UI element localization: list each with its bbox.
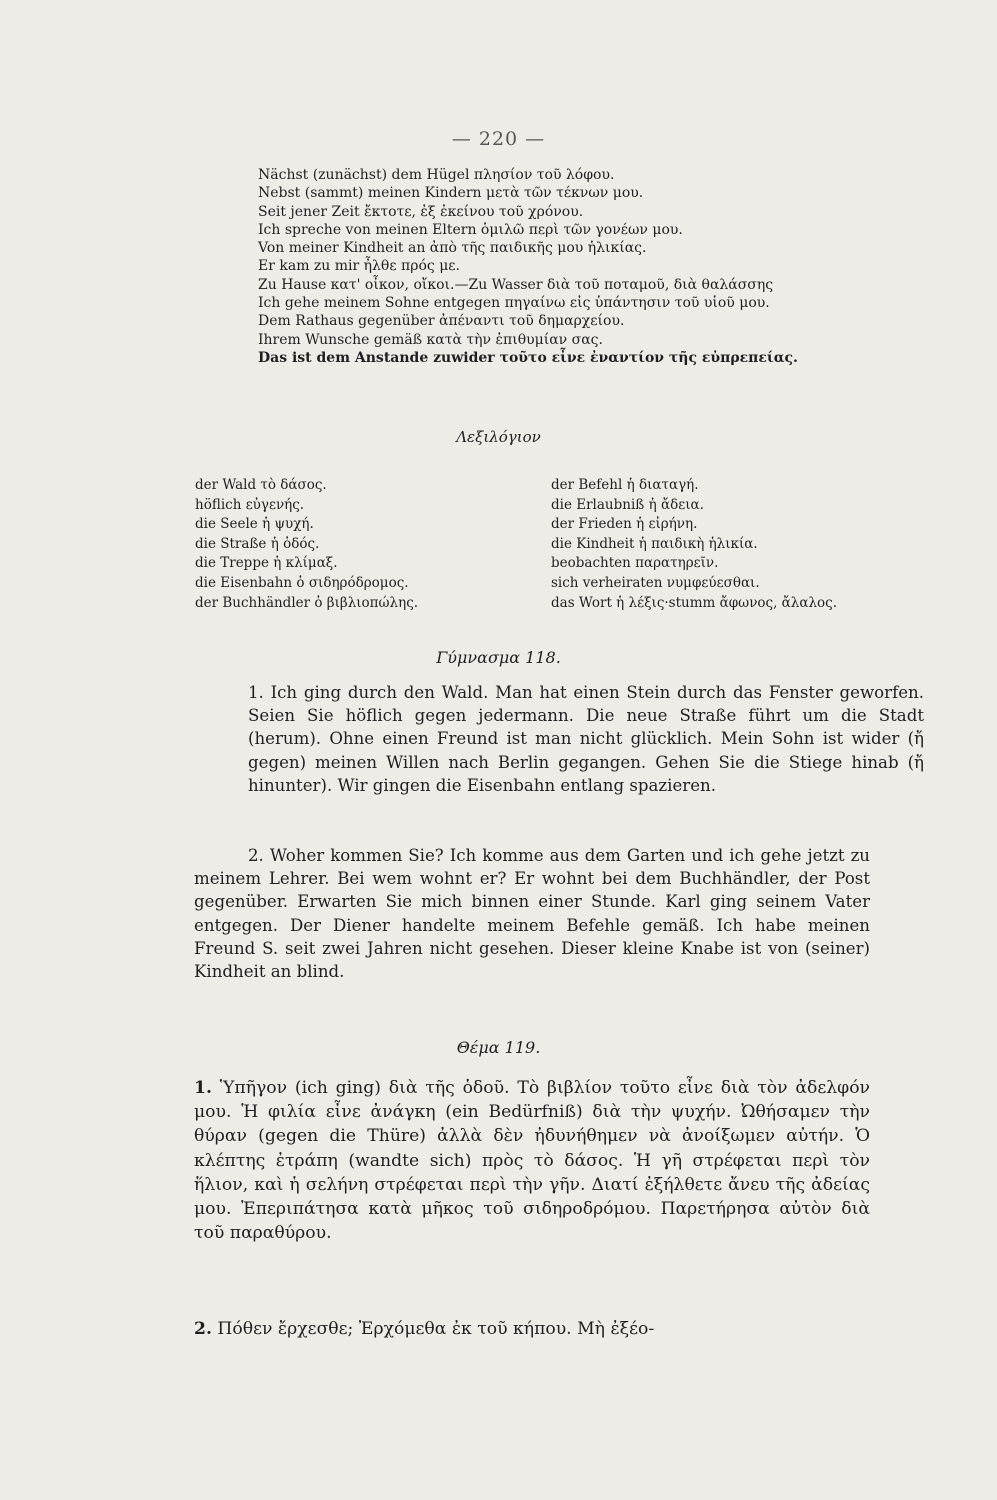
phrase-line: Das ist dem Anstande zuwider τοῦτο εἶνε ἐναντίον τῆς εὐπρεπείας. <box>258 349 798 366</box>
vocab-entry: beobachten παρατηρεῖν. <box>551 555 719 572</box>
vocab-entry: der Wald τὸ δάσος. <box>195 477 327 493</box>
vocab-entry: die Seele ἡ ψυχή. <box>195 516 314 533</box>
theme-heading: Θέμα 119. <box>456 1038 541 1057</box>
exercise-paragraph-1 <box>194 681 924 797</box>
page-number: — 220 — <box>451 128 546 150</box>
vocabulary-column-right <box>551 476 881 613</box>
vocab-entry: die Treppe ἡ κλίμαξ. <box>195 555 338 572</box>
paragraph-number: 2. <box>248 846 264 865</box>
phrase-line: Er kam zu mir ἦλθε πρός με. <box>258 258 461 275</box>
vocabulary-heading: Λεξιλόγιον <box>456 428 541 446</box>
phrase-line: Ihrem Wunsche gemäß κατὰ τὴν ἐπιθυμίαν σας. <box>258 331 603 348</box>
vocab-entry: die Erlaubniß ἡ ἄδεια. <box>551 496 704 513</box>
phrase-list <box>258 166 898 367</box>
paragraph-number: 1. <box>194 1078 212 1098</box>
theme-paragraph-2 <box>194 1318 870 1341</box>
exercise-paragraph-2 <box>194 844 870 983</box>
phrase-line: Nebst (sammt) meinen Kindern μετὰ τῶν τέκνων μου. <box>258 185 644 202</box>
vocab-entry: der Befehl ἡ διαταγή. <box>551 477 699 493</box>
paragraph-text: Woher kommen Sie? Ich komme aus dem Garten und ich gehe jetzt zu meinem Lehrer. Bei wem wohnt er? Er wohnt bei dem Buchhändler, der Post gegenüber. Erwarten Sie mich binnen einer Stunde. Karl ging seinem Vater entgegen. Der Diener handelte meinem Befehle gemäß. Ich habe meinen Freund S. seit zwei Jahren nicht gesehen. Dieser kleine Knabe ist von (seiner) Kindheit an blind. <box>194 846 870 982</box>
vocab-entry: das Wort ἡ λέξις·stumm ἄφωνος, ἄλαλος. <box>551 594 837 611</box>
phrase-line: Ich gehe meinem Sohne entgegen πηγαίνω εἰς ὑπάντησιν τοῦ υἱοῦ μου. <box>258 295 770 312</box>
vocab-entry: der Buchhändler ὁ βιβλιοπώλης. <box>195 594 419 611</box>
vocabulary-column-left <box>195 476 525 613</box>
vocab-entry: höflich εὐγενής. <box>195 496 305 513</box>
vocab-entry: sich verheiraten νυμφεύεσθαι. <box>551 574 760 591</box>
paragraph-text: Ὑπῆγον (ich ging) διὰ τῆς ὁδοῦ. Τὸ βιβλίον τοῦτο εἶνε διὰ τὸν ἀδελφόν μου. Ἡ φιλία εἶνε ἀνάγκη (ein Bedürfniß) διὰ τὴν ψυχήν. Ὠθήσαμεν τὴν θύραν (gegen die Thüre) ἀλλὰ δὲν ἠδυνήθημεν νὰ ἀνοίξωμεν αὐτήν. Ὁ κλέπτης ἐτράπη (wandte sich) πρὸς τὸ δάσος. Ἡ γῆ στρέφεται περὶ τὸν ἥλιον, καὶ ἡ σελήνη στρέφεται περὶ τὴν γῆν. Διατί ἐξήλθετε ἄνευ τῆς ἀδείας μου. Ἐπεριπάτησα κατὰ μῆκος τοῦ σιδηροδρόμου. Παρετήρησα αὐτὸν διὰ τοῦ παραθύρου. <box>194 1078 870 1244</box>
phrase-line: Nächst (zunächst) dem Hügel πλησίον τοῦ λόφου. <box>258 167 615 183</box>
paragraph-text: Ich ging durch den Wald. Man hat einen Stein durch das Fenster geworfen. Seien Sie höflich gegen jedermann. Die neue Straße führt um die Stadt (herum). Ohne einen Freund ist man nicht glücklich. Mein Sohn ist wider (ἤ gegen) meinen Willen nach Berlin gegangen. Gehen Sie die Stiege hinab (ἤ hinunter). Wir gingen die Eisenbahn entlang spazieren. <box>248 683 924 795</box>
paragraph-number: 1. <box>248 683 264 702</box>
vocab-entry: die Eisenbahn ὁ σιδηρόδρομος. <box>195 574 409 591</box>
phrase-line: Von meiner Kindheit an ἀπὸ τῆς παιδικῆς μου ἡλικίας. <box>258 240 647 257</box>
phrase-line: Seit jener Zeit ἔκτοτε, ἐξ ἐκείνου τοῦ χρόνου. <box>258 203 584 220</box>
vocab-entry: die Straße ἡ ὁδός. <box>195 535 320 552</box>
phrase-line: Ich spreche von meinen Eltern ὁμιλῶ περὶ τῶν γονέων μου. <box>258 221 683 238</box>
phrase-line: Zu Hause κατ' οἶκον, οἴκοι.—Zu Wasser διὰ τοῦ ποταμοῦ, διὰ θαλάσσης <box>258 276 774 293</box>
phrase-line: Dem Rathaus gegenüber ἀπέναντι τοῦ δημαρχείου. <box>258 313 625 330</box>
vocab-entry: der Frieden ἡ εἰρήνη. <box>551 516 698 533</box>
paragraph-text: Πόθεν ἔρχεσθε; Ἐρχόμεθα ἐκ τοῦ κήπου. Μὴ ἐξέο- <box>217 1319 655 1339</box>
theme-paragraph-1 <box>194 1076 870 1245</box>
exercise-heading: Γύμνασμα 118. <box>436 648 561 667</box>
vocab-entry: die Kindheit ἡ παιδικὴ ἡλικία. <box>551 535 758 552</box>
paragraph-number: 2. <box>194 1319 212 1339</box>
